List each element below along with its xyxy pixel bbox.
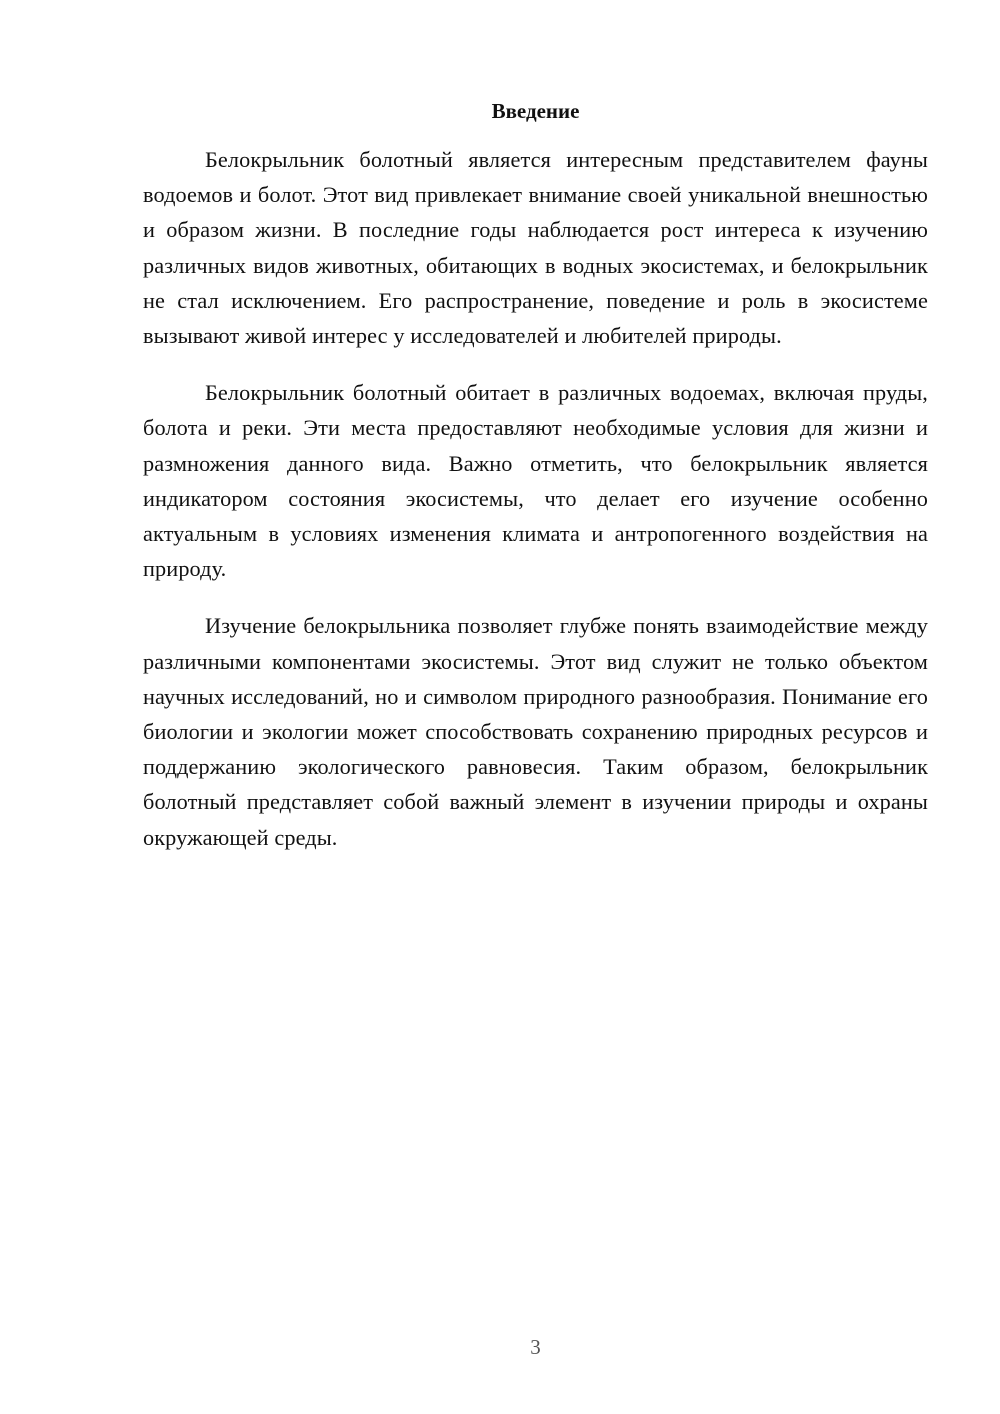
page-number: 3 xyxy=(530,1335,541,1359)
paragraph-3: Изучение белокрыльника позволяет глубже понять взаимодействие между различными компонентами экосистемы. Этот вид служит не только объектом научных исследований, но и символом природного разнообразия. Понимание его биологии и экологии может способствовать сохранению природных ресурсов и поддержанию экологического равновесия. Таким образом, белокрыльник болотный представляет собой важный элемент в изучении природы и охраны окружающей среды. xyxy=(143,613,928,850)
section-heading: Введение xyxy=(491,99,580,123)
paragraph-1: Белокрыльник болотный является интересным представителем фауны водоемов и болот. Этот вид привлекает внимание своей уникальной внешностью и образом жизни. В последние годы наблюдается рост интереса к изучению различных видов животных, обитающих в водных экосистемах, и белокрыльник не стал исключением. Его распространение, поведение и роль в экосистеме вызывают живой интерес у исследователей и любителей природы. xyxy=(143,147,928,349)
document-body xyxy=(143,142,928,877)
paragraph-2: Белокрыльник болотный обитает в различных водоемах, включая пруды, болота и реки. Эти места предоставляют необходимые условия для жизни и размножения данного вида. Важно отметить, что белокрыльник является индикатором состояния экосистемы, что делает его изучение особенно актуальным в условиях изменения климата и антропогенного воздействия на природу. xyxy=(143,380,928,582)
